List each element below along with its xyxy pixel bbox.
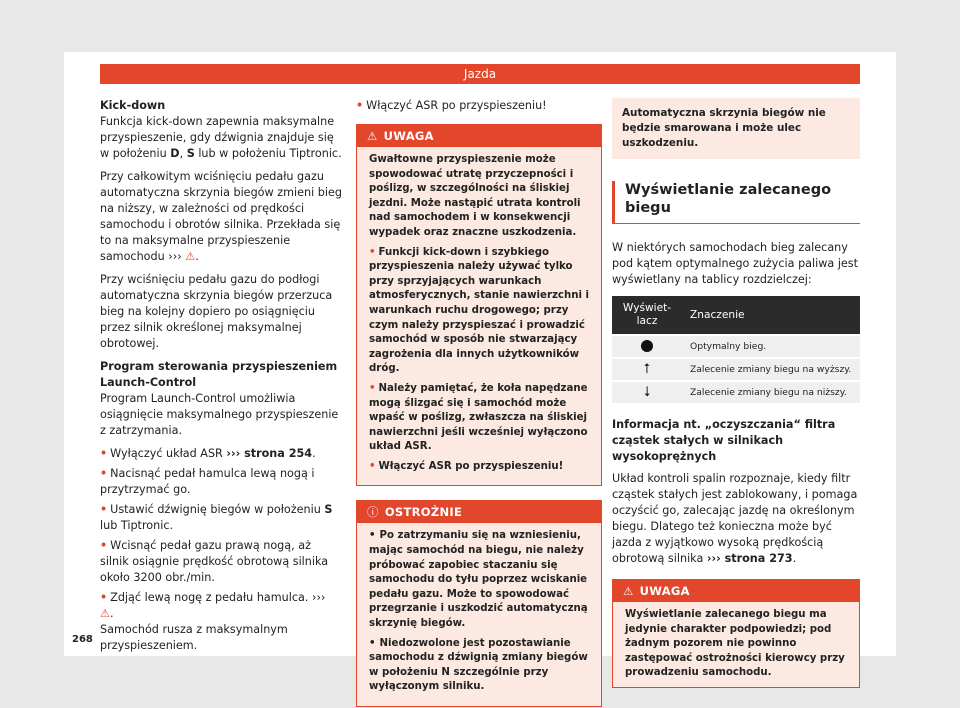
section-title: Wyświetlanie zalecanego biegu bbox=[612, 181, 860, 224]
table-header-display: Wyświet-lacz bbox=[612, 296, 682, 335]
warning-box bbox=[356, 124, 602, 486]
list-item: • Zdjąć lewą nogę z pedału hamulca. ››› ⚠. Samochód rusza z maksymalnym przyspieszeniem. bbox=[100, 591, 326, 652]
warning-text: Wyświetlanie zalecanego biegu ma jedynie charakter podpowiedzi; pod żadnym pozorem nie powinno zastępować ostrożności kierowcy przy prowadzeniu samochodu. bbox=[625, 609, 845, 679]
arrow-down-icon: ⭣ bbox=[612, 381, 682, 403]
list-item: • Wyłączyć układ ASR ››› strona 254. bbox=[100, 447, 316, 460]
table-cell: Optymalny bieg. bbox=[682, 335, 860, 358]
warning-triangle-icon: ⚠ bbox=[100, 607, 111, 620]
warning-triangle-icon: ⚠ bbox=[623, 584, 634, 598]
caution-box-header: ⓘ OSTROŻNIE bbox=[357, 501, 601, 523]
warning-text: Gwałtowne przyspieszenie może spowodować utratę przyczepności i poślizg, w szczególności na śliskiej jezdni. Może nastąpić utrata kontroli nad samochodem i w konsekwencji wypadek oraz znaczne uszkodzenia. bbox=[369, 154, 581, 238]
gear-indicator-table bbox=[612, 296, 860, 403]
warning-box-header: ⚠ UWAGA bbox=[357, 125, 601, 147]
kickdown-paragraph-3: Przy wciśnięciu pedału gazu do podłogi automatyczna skrzynia biegów przerzuca bieg na kolejny dopiero po osiągnięciu przez silnik określonej maksymalnej obrotowej. bbox=[100, 273, 333, 350]
kickdown-paragraph-1: Funkcja kick-down zapewnia maksymalne przyspieszenie, gdy dźwignia znajduje się w położeniu D, S lub w położeniu Tiptronic. bbox=[100, 115, 342, 160]
list-item: • Nacisnąć pedał hamulca lewą nogą i przytrzymać go. bbox=[100, 467, 315, 496]
list-item: • Ustawić dźwignię biegów w położeniu S lub Tiptronic. bbox=[100, 503, 333, 532]
kickdown-heading: Kick-down bbox=[100, 99, 166, 112]
table-header-meaning: Znaczenie bbox=[682, 296, 860, 335]
warning-box-header: ⚠ UWAGA bbox=[613, 580, 859, 602]
section-intro: W niektórych samochodach bieg zalecany pod kątem optymalnego zużycia paliwa jest wyświetlany na tablicy rozdzielczej: bbox=[612, 241, 859, 286]
table-row bbox=[612, 335, 860, 358]
optimal-gear-circle-icon bbox=[612, 335, 682, 358]
page-number: 268 bbox=[72, 634, 93, 645]
page-link[interactable]: ››› strona 273 bbox=[706, 552, 793, 565]
table-row bbox=[612, 358, 860, 381]
table-row bbox=[612, 381, 860, 403]
caution-box-body bbox=[357, 523, 601, 706]
warning-triangle-icon: ⚠ bbox=[367, 129, 378, 143]
column-2 bbox=[356, 98, 602, 707]
warning-box bbox=[612, 579, 860, 688]
column-3 bbox=[612, 98, 860, 688]
list-item: • Włączyć ASR po przyspieszeniu! bbox=[369, 460, 564, 472]
page-link[interactable]: ››› strona 254 bbox=[226, 447, 313, 460]
list-item: • Wcisnąć pedał gazu prawą nogą, aż silnik osiągnie prędkość obrotową silnika około 3200 obr./min. bbox=[100, 539, 329, 584]
table-cell: Zalecenie zmiany biegu na wyższy. bbox=[682, 358, 860, 381]
note-box: Automatyczna skrzynia biegów nie będzie smarowana i może ulec uszkodzeniu. bbox=[612, 98, 860, 159]
launch-control-intro: Program Launch-Control umożliwia osiągnięcie maksymalnego przyspieszenie z zatrzymania. bbox=[100, 392, 339, 437]
list-item: • Włączyć ASR po przyspieszeniu! bbox=[356, 99, 547, 112]
caution-box bbox=[356, 500, 602, 707]
filter-paragraph: Układ kontroli spalin rozpoznaje, kiedy filtr cząstek stałych jest zablokowany, i pomaga oczyścić go, zalecając jazdę na określonym biegu. Dlatego też konieczna może być jazda z wyjątkowo wysoką prędkością obrotową silnika ››› strona 273. bbox=[612, 472, 858, 565]
filter-heading: Informacja nt. „oczyszczania“ filtra cząstek stałych w silnikach wysokoprężnych bbox=[612, 418, 836, 463]
kickdown-paragraph-2: Przy całkowitym wciśnięciu pedału gazu automatyczna skrzynia biegów zmieni bieg na niższy, w zależności od prędkości samochodu i obrotów silnika. Przekłada się to na maksymalne przyspieszenie samochodu ››› ⚠. bbox=[100, 170, 342, 263]
warning-box-body bbox=[613, 602, 859, 687]
warning-box-body bbox=[357, 147, 601, 485]
list-item: • Funkcji kick-down i szybkiego przyspieszenia należy używać tylko przy sprzyjających warunkach atmosferycznych, stanie nawierzchni i warunkach ruchu drogowego; przy czym należy przyspieszać i prowadzić samochód w sposób nie stwarzający zagrożenia dla innych użytkowników dróg. bbox=[369, 246, 589, 375]
arrow-up-icon: ⭡ bbox=[612, 358, 682, 381]
info-circle-icon: ⓘ bbox=[367, 505, 379, 520]
warning-triangle-icon: ⚠ bbox=[185, 250, 196, 263]
list-item: • Niedozwolone jest pozostawianie samochodu z dźwignią zmiany biegów w położeniu N szczególnie przy wyłączonym silniku. bbox=[369, 637, 588, 693]
launch-control-heading: Program sterowania przyspieszeniem Launch-Control bbox=[100, 360, 338, 389]
column-1 bbox=[100, 98, 342, 658]
table-cell: Zalecenie zmiany biegu na niższy. bbox=[682, 381, 860, 403]
list-item: • Po zatrzymaniu się na wzniesieniu, mając samochód na biegu, nie należy próbować zapobiec staczaniu się samochodu do tyłu poprzez wciskanie pedału gazu. Może to spowodować przegrzanie i uszkodzić automatyczną skrzynię biegów. bbox=[369, 530, 588, 630]
chapter-header: Jazda bbox=[100, 64, 860, 84]
list-item: • Należy pamiętać, że koła napędzane mogą ślizgać się i samochód może wpaść w poślizg, zwłaszcza na śliskiej nawierzchni jeśli wcześniej wyłączono układ ASR. bbox=[369, 382, 588, 453]
